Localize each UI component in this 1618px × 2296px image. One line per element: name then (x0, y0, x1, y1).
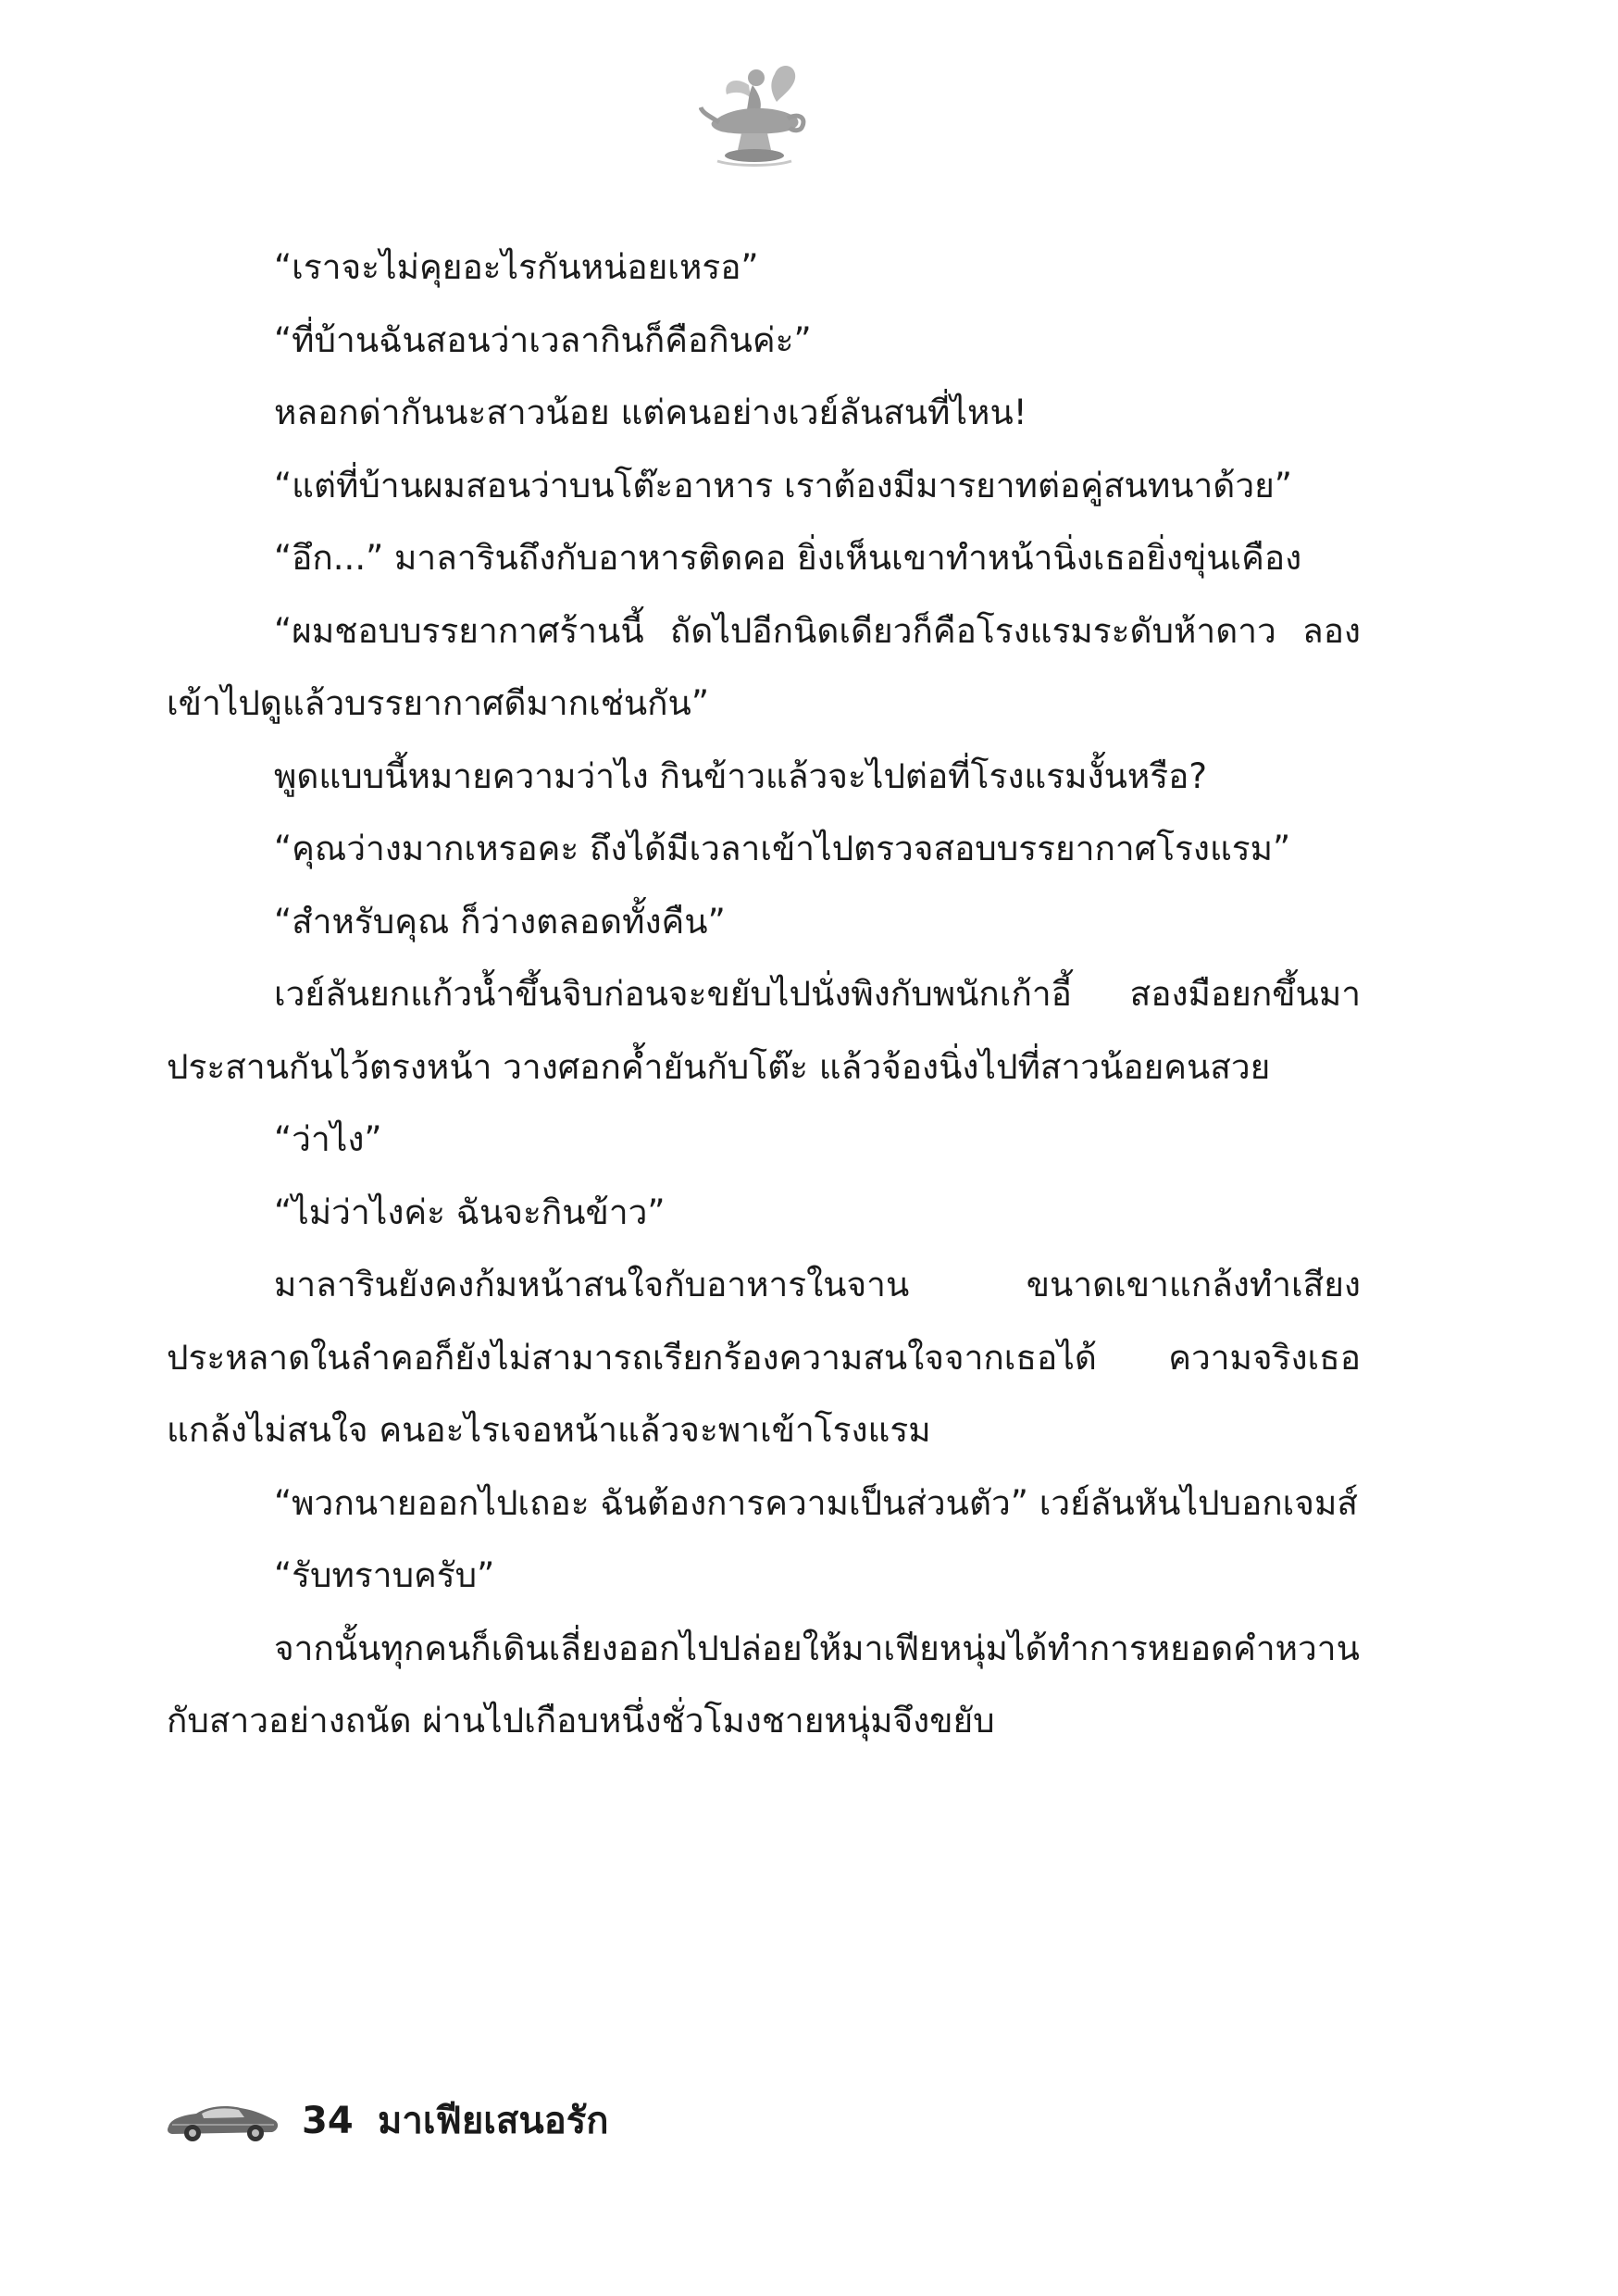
paragraph: “รับทราบครับ” (274, 1555, 495, 1595)
body-text (167, 231, 1361, 1758)
magic-lamp-cupid-icon (699, 57, 810, 170)
paragraph: จากนั้นทุกคนก็เดินเลี่ยงออกไปปล่อยให้มาเฟียหนุ่มได้ทำการหยอดคำหวานกับสาวอย่างถนัด ผ่านไปเกือบหนึ่งชั่วโมงชายหนุ่มจึงขยับ (167, 1628, 1360, 1741)
paragraph: “ไม่ว่าไงค่ะ ฉันจะกินข้าว” (274, 1192, 666, 1232)
paragraph: หลอกด่ากันนะสาวน้อย แต่คนอย่างเวย์ลันสนที่ไหน! (274, 393, 1027, 432)
paragraph: “ผมชอบบรรยากาศร้านนี้ ถัดไปอีกนิดเดียวก็คือโรงแรมระดับห้าดาว ลองเข้าไปดูแล้วบรรยากาศดีมากเช่นกัน” (167, 610, 1361, 723)
paragraph: มาลารินยังคงก้มหน้าสนใจกับอาหารในจาน ขนาดเขาแกล้งทำเสียงประหลาดในลำคอก็ยังไม่สามารถเรียกร้องความสนใจจากเธอได้ ความจริงเธอแกล้งไม่สนใจ คนอะไรเจอหน้าแล้วจะพาเข้าโรงแรม (167, 1265, 1361, 1450)
paragraph: “คุณว่างมากเหรอคะ ถึงได้มีเวลาเข้าไปตรวจสอบบรรยากาศโรงแรม” (274, 829, 1291, 868)
paragraph: “เราจะไม่คุยอะไรกันหน่อยเหรอ” (274, 247, 759, 287)
paragraph: “อึก...” มาลารินถึงกับอาหารติดคอ ยิ่งเห็นเขาทำหน้านิ่งเธอยิ่งขุ่นเคือง (274, 538, 1302, 578)
paragraph: เวย์ลันยกแก้วน้ำขึ้นจิบก่อนจะขยับไปนั่งพิงกับพนักเก้าอี้ สองมือยกขึ้นมาประสานกันไว้ตรงหน้า วางศอกค้ำยันกับโต๊ะ แล้วจ้องนิ่งไปที่สาวน้อยคนสวย (167, 974, 1361, 1087)
book-title: มาเฟียเสนอรัก (378, 2100, 609, 2142)
paragraph: “พวกนายออกไปเถอะ ฉันต้องการความเป็นส่วนตัว” เวย์ลันหันไปบอกเจมส์ (274, 1482, 1358, 1523)
paragraph: “สำหรับคุณ ก็ว่างตลอดทั้งคืน” (274, 901, 726, 942)
sports-car-icon (165, 2099, 280, 2143)
paragraph: “ที่บ้านฉันสอนว่าเวลากินก็คือกินค่ะ” (274, 319, 812, 360)
paragraph: “แต่ที่บ้านผมสอนว่าบนโต๊ะอาหาร เราต้องมีมารยาทต่อคู่สนทนาด้วย” (274, 465, 1292, 505)
paragraph: “ว่าไง” (274, 1119, 382, 1159)
paragraph: พูดแบบนี้หมายความว่าไง กินข้าวแล้วจะไปต่อที่โรงแรมงั้นหรือ? (274, 755, 1207, 796)
page-number: 34 (302, 2100, 354, 2142)
